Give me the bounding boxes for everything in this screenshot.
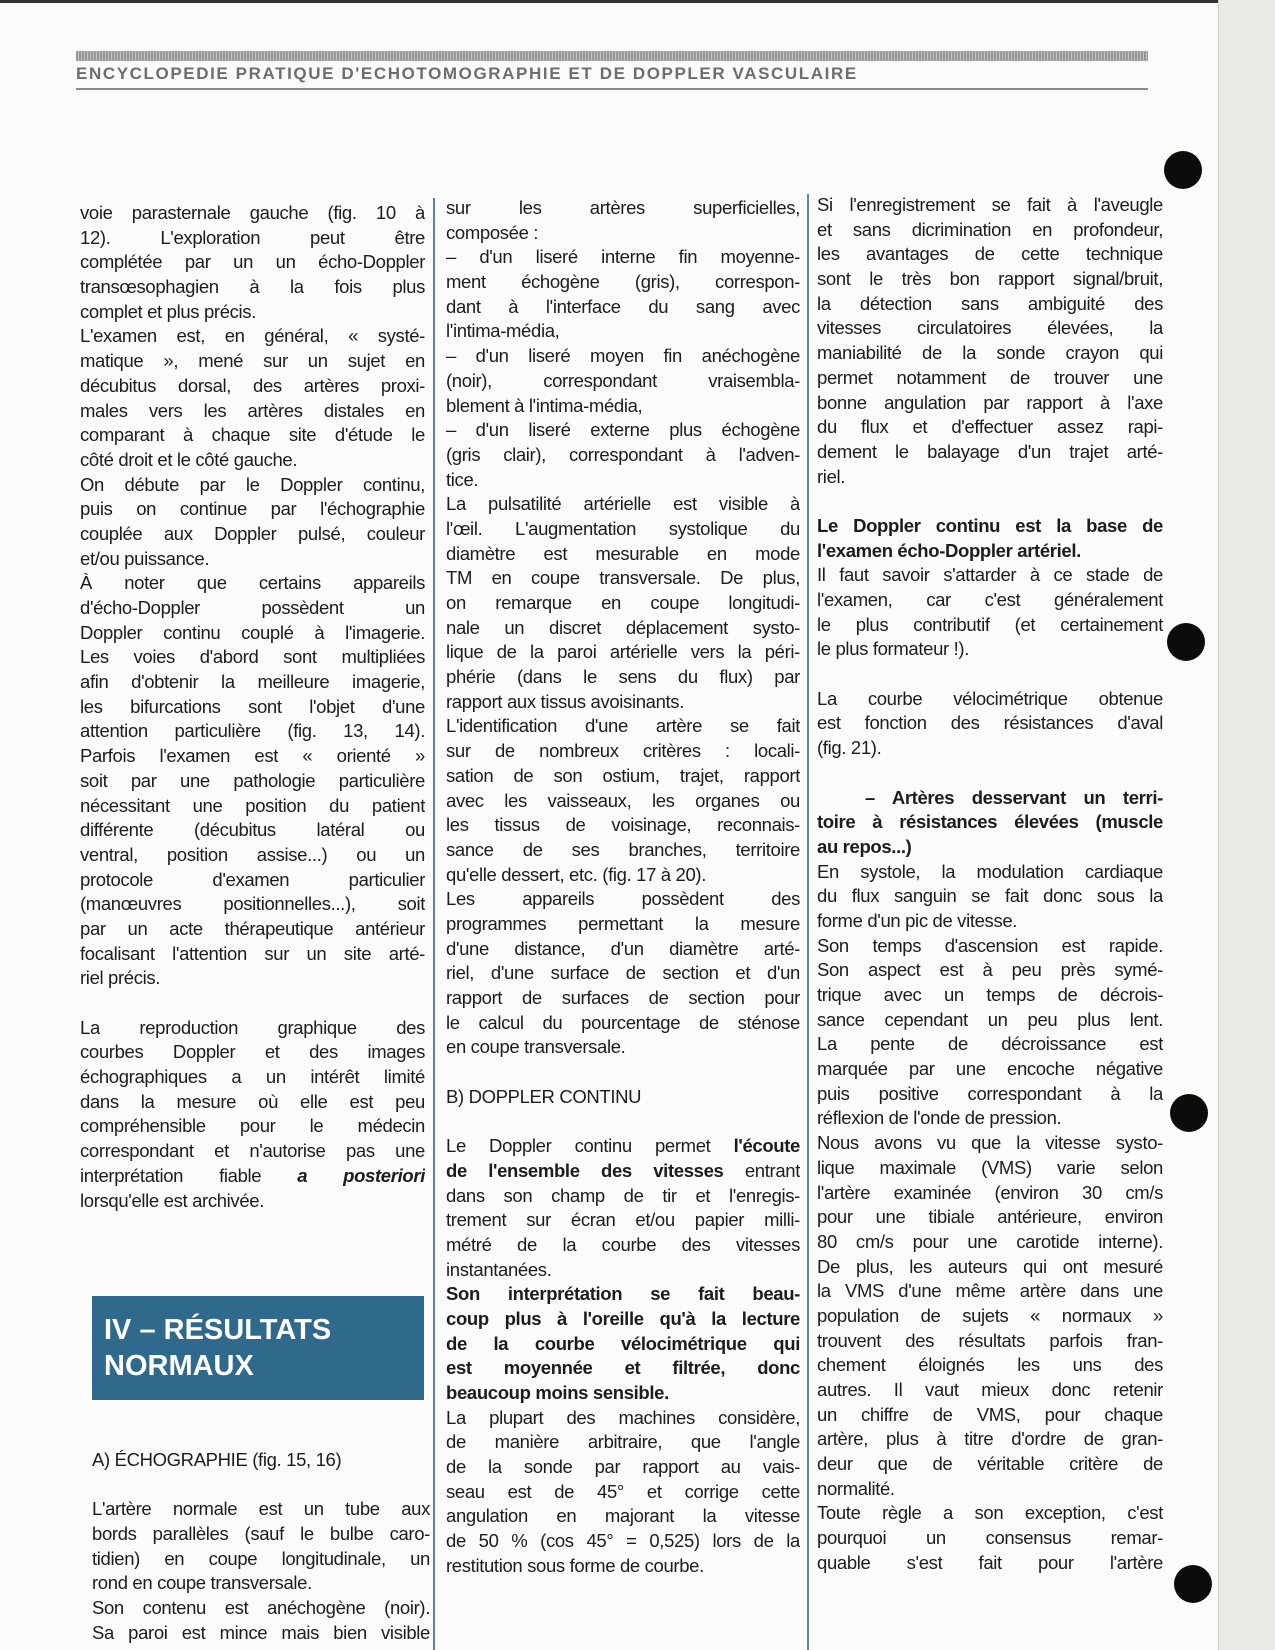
text-line: 12). L'exploration peut être <box>80 226 425 248</box>
text-line: tidien) en coupe longitudinale, un <box>92 1547 430 1569</box>
paragraph-gap <box>817 662 1163 687</box>
binder-hole <box>1174 1565 1212 1603</box>
text-line <box>446 1134 800 1159</box>
text-line: l'œil. L'augmentation systolique du <box>446 517 800 539</box>
text-line: voie parasternale gauche (fig. 10 à <box>80 202 425 223</box>
text-line: qu'elle dessert, etc. (fig. 17 à 20). <box>446 863 707 885</box>
paragraph <box>80 571 425 991</box>
text-line: afin d'obtenir la meilleure imagerie, <box>80 671 425 693</box>
text-line: autres. Il vaut mieux donc retenir <box>817 1379 1163 1400</box>
emphasis-text: Son interprétation se fait beau- <box>446 1283 800 1305</box>
text-line: marquée par une encoche négative <box>817 1058 1163 1080</box>
text-line <box>817 786 1163 811</box>
paragraph <box>817 934 1163 1132</box>
text-line: est fonction des résistances d'aval <box>817 712 1163 734</box>
text-line: angulation en majorant la vitesse <box>446 1505 800 1527</box>
binder-hole <box>1170 1094 1208 1132</box>
paragraph <box>446 418 800 492</box>
text-line: focalisant l'attention sur un site arté- <box>80 942 425 964</box>
text-line: Sa paroi est mince mais bien visible <box>92 1621 430 1643</box>
paragraph-gap <box>80 991 425 1016</box>
paragraph <box>817 514 1163 563</box>
text-line: La reproduction graphique des <box>80 1016 425 1038</box>
text-line: ment échogène (gris), correspon- <box>446 271 800 293</box>
text-line: les avantages de cette technique <box>817 243 1163 265</box>
paragraph <box>817 563 1163 662</box>
text-line: compréhensible pour le médecin <box>80 1115 425 1137</box>
paragraph <box>817 1501 1163 1575</box>
paragraph-gap <box>817 761 1163 786</box>
text-line: le plus contributif (et certainement <box>817 613 1163 635</box>
text-line: seau est de 45° et corrige cette <box>446 1480 800 1502</box>
text-line: l'intima-média, <box>446 320 560 342</box>
text-line: Toute règle a son exception, c'est <box>817 1502 1163 1524</box>
paragraph <box>446 344 800 418</box>
text-line <box>446 1356 800 1381</box>
text-line: l'examen, car c'est généralement <box>817 589 1163 610</box>
text-line <box>817 514 1163 539</box>
page-right-margin <box>1218 0 1275 1650</box>
paragraph <box>446 1085 800 1110</box>
text-line <box>817 539 1163 564</box>
text-line: – d'un liseré externe plus échogène <box>446 419 800 441</box>
paragraph <box>446 887 800 1060</box>
text-line: dans la mesure où elle est peu <box>80 1090 425 1112</box>
text-line: transœsophagien à la fois plus <box>80 276 425 298</box>
paragraph <box>80 201 425 324</box>
emphasis-text: toire à résistances élevées (muscle <box>817 811 1163 833</box>
text-line: la détection sans ambiguité des <box>817 292 1163 314</box>
emphasis-text: est moyennée et filtrée, donc <box>446 1357 800 1379</box>
text-line: couplée aux Doppler pulsé, couleur <box>80 522 425 544</box>
paragraph <box>446 196 800 245</box>
text-line: puis positive correspondant à la <box>817 1082 1163 1104</box>
text-line: bonne angulation par rapport à l'axe <box>817 391 1163 413</box>
text-line: (manœuvres positionnelles...), soit <box>80 893 425 915</box>
text-line: En systole, la modulation cardiaque <box>817 860 1163 882</box>
column-1-bottom <box>92 1448 430 1646</box>
text-line: riel, d'une surface de section et d'un <box>446 962 800 984</box>
text-line <box>80 1164 425 1189</box>
text-line: différente (décubitus latéral ou <box>80 819 425 841</box>
emphasis-text: – Artères desservant un terri- <box>865 786 1163 808</box>
text-line: lique maximale (VMS) varie selon <box>817 1156 1163 1178</box>
text-line: À noter que certains appareils <box>80 572 425 594</box>
text-line: trouvent des résultats parfois fran- <box>817 1329 1163 1351</box>
text-line: échographiques a un intérêt limité <box>80 1066 425 1088</box>
emphasis-text: l'écoute <box>733 1135 800 1157</box>
emphasis-text: de l'ensemble des vitesses <box>446 1159 724 1181</box>
text-line: TM en coupe transversale. De plus, <box>446 567 800 589</box>
emphasis-text: de la courbe vélocimétrique qui <box>446 1332 800 1354</box>
text-line: sance cependant un peu plus lent. <box>817 1008 1163 1030</box>
text-line: (noir), correspondant vraisembla- <box>446 369 800 391</box>
text-line: par un acte thérapeutique antérieur <box>80 917 425 939</box>
text-line: les tissus de voisinage, reconnais- <box>446 814 800 836</box>
binder-hole <box>1167 623 1205 661</box>
section-heading-box <box>92 1296 424 1400</box>
paragraph <box>817 786 1163 860</box>
text-line: nale un discret déplacement systo- <box>446 616 800 638</box>
text-line: en coupe transversale. <box>446 1036 626 1058</box>
emphasis-text: beaucoup moins sensible. <box>446 1382 669 1403</box>
text-line: L'identification d'une artère se fait <box>446 715 800 737</box>
text-line: lique de la paroi artérielle vers la péri- <box>446 641 800 663</box>
text-line: artère, plus à titre d'ordre de gran- <box>817 1428 1163 1450</box>
text-line: attention particulière (fig. 13, 14). <box>80 720 425 742</box>
text-line: (gris clair), correspondant à l'adven- <box>446 443 800 465</box>
text-line: L'artère normale est un tube aux <box>92 1498 430 1520</box>
text-line: maniabilité de la sonde crayon qui <box>817 342 1163 364</box>
paragraph <box>446 714 800 887</box>
text-line: tice. <box>446 468 479 490</box>
text-line: d'écho-Doppler possèdent un <box>80 597 425 618</box>
text-line: Doppler continu couplé à l'imagerie. <box>80 621 425 643</box>
text-line: comparant à chaque site d'étude le <box>80 424 425 446</box>
paragraph <box>817 860 1163 934</box>
text-line: Si l'enregistrement se fait à l'aveugle <box>817 194 1163 215</box>
text-line: et/ou puissance. <box>80 547 210 569</box>
text-line: sation de son ostium, trajet, rapport <box>446 764 800 786</box>
binder-hole <box>1164 151 1202 189</box>
text-line: quable s'est fait pour l'artère <box>817 1551 1163 1573</box>
text-line: diamètre est mesurable en mode <box>446 542 800 564</box>
text-line: du flux sanguin se fait donc sous la <box>817 885 1163 907</box>
text-line: protocole d'examen particulier <box>80 868 425 890</box>
text-line: l'artère examinée (environ 30 cm/s <box>817 1181 1163 1203</box>
text-line: lorsqu'elle est archivée. <box>80 1189 264 1211</box>
text-line: correspondant et n'autorise pas une <box>80 1140 425 1162</box>
text-line: Son contenu est anéchogène (noir). <box>92 1597 430 1619</box>
text-line: ventral, position assise...) ou un <box>80 843 425 865</box>
text-line: métré de la courbe des vitesses <box>446 1233 800 1255</box>
emphasis-text: a posteriori <box>297 1164 425 1186</box>
text-line: nécessitant une position du patient <box>80 794 425 816</box>
text-line: males vers les artères distales en <box>80 399 425 421</box>
emphasis-text: l'examen écho-Doppler artériel. <box>817 539 1081 561</box>
paragraph <box>446 1406 800 1579</box>
emphasis-text: au repos...) <box>817 835 912 857</box>
text-line: on remarque en coupe longitudi- <box>446 592 800 613</box>
text-line: soit par une pathologie particulière <box>80 769 425 791</box>
emphasis-text: coup plus à l'oreille qu'à la lecture <box>446 1307 800 1329</box>
paragraph <box>80 1016 425 1214</box>
text-line: de manière arbitraire, que l'angle <box>446 1431 800 1453</box>
text-line: normalité. <box>817 1477 895 1499</box>
text-line: Parfois l'examen est « orienté » <box>80 745 425 767</box>
text-line <box>446 1307 800 1332</box>
running-header: ENCYCLOPEDIE PRATIQUE D'ECHOTOMOGRAPHIE ET DE DOPPLER VASCULAIRE <box>76 64 858 83</box>
text-line: sont le très bon rapport signal/bruit, <box>817 268 1163 290</box>
text-line: décubitus dorsal, des artères proxi- <box>80 374 425 396</box>
text-span: interprétation fiable <box>80 1164 298 1186</box>
text-line: L'examen est, en général, « systé- <box>80 325 425 347</box>
text-line: instantanées. <box>446 1258 552 1280</box>
text-line: les bifurcations sont l'objet d'une <box>80 695 425 717</box>
text-line <box>446 1159 800 1184</box>
text-line: rapport aux tissus avoisinants. <box>446 690 684 712</box>
header-band <box>76 51 1148 61</box>
text-line: sance de ses branches, territoire <box>446 838 800 860</box>
text-line: population de sujets « normaux » <box>817 1304 1163 1326</box>
column-2 <box>446 196 800 1579</box>
text-line: complet et plus précis. <box>80 300 257 322</box>
header-rule <box>76 88 1148 90</box>
paragraph <box>80 324 425 472</box>
text-line: le plus formateur !). <box>817 638 970 660</box>
text-line: pour une tibiale antérieure, environ <box>817 1206 1163 1228</box>
text-line: avec les vaisseaux, les organes ou <box>446 789 800 811</box>
paragraph <box>446 1134 800 1282</box>
paragraph <box>92 1596 430 1645</box>
text-line: blement à l'intima-média, <box>446 394 643 416</box>
text-line: Les appareils possèdent des <box>446 888 800 910</box>
text-line: un chiffre de VMS, pour chaque <box>817 1403 1163 1425</box>
text-line: Son temps d'ascension est rapide. <box>817 934 1163 956</box>
text-line: permet notamment de trouver une <box>817 366 1163 388</box>
text-line: rapport de surfaces de section pour <box>446 987 800 1008</box>
text-line: rond en coupe transversale. <box>92 1572 312 1594</box>
text-line: sur de nombreux critères : locali- <box>446 740 800 762</box>
text-line: Nous avons vu que la vitesse systo- <box>817 1132 1163 1154</box>
text-line: bords parallèles (sauf le bulbe caro- <box>92 1523 430 1545</box>
paragraph <box>446 492 800 714</box>
text-line: A) ÉCHOGRAPHIE (fig. 15, 16) <box>92 1449 342 1470</box>
text-line: côté droit et le côté gauche. <box>80 448 298 470</box>
paragraph <box>817 1131 1163 1501</box>
text-line: dant à l'interface du sang avec <box>446 295 800 317</box>
column-3 <box>817 193 1163 1576</box>
text-line: (fig. 21). <box>817 737 882 759</box>
paragraph <box>446 245 800 344</box>
text-line: matique », mené sur un sujet en <box>80 350 425 372</box>
text-line: la VMS d'une même artère dans une <box>817 1280 1163 1302</box>
section-heading-line2: NORMAUX <box>104 1350 254 1382</box>
paragraph-gap <box>446 1060 800 1085</box>
text-line: La pulsatilité artérielle est visible à <box>446 493 800 515</box>
paragraph <box>92 1448 430 1473</box>
paragraph <box>446 1282 800 1405</box>
text-line: pourquoi un consensus remar- <box>817 1527 1163 1549</box>
text-line: complétée par un un écho-Doppler <box>80 251 425 273</box>
text-line: dement le balayage d'un trajet arté- <box>817 440 1163 462</box>
text-line: La courbe vélocimétrique obtenue <box>817 687 1163 709</box>
text-line <box>817 835 1163 860</box>
text-line: d'une distance, d'un diamètre arté- <box>446 937 800 959</box>
text-line <box>817 810 1163 835</box>
text-line: trement sur écran et/ou papier milli- <box>446 1209 800 1231</box>
text-line: courbes Doppler et des images <box>80 1041 425 1063</box>
paragraph <box>817 687 1163 761</box>
text-line: riel. <box>817 465 846 487</box>
text-line: dans son champ de tir et l'enregis- <box>446 1184 800 1206</box>
emphasis-text: Le Doppler continu est la base de <box>817 514 1163 536</box>
text-line: Il faut savoir s'attarder à ce stade de <box>817 564 1163 586</box>
text-line: – d'un liseré interne fin moyenne- <box>446 246 800 268</box>
text-line: de 50 % (cos 45° = 0,525) lors de la <box>446 1530 800 1552</box>
text-line: La pente de décroissance est <box>817 1033 1163 1055</box>
text-line: vitesses circulatoires élevées, la <box>817 317 1163 339</box>
text-line: chement éloignés les uns des <box>817 1354 1163 1376</box>
text-line: réflexion de l'onde de pression. <box>817 1107 1062 1129</box>
text-line: trique avec un temps de décrois- <box>817 984 1163 1005</box>
text-line: restitution sous forme de courbe. <box>446 1554 704 1576</box>
paragraph <box>817 193 1163 489</box>
text-line: B) DOPPLER CONTINU <box>446 1085 642 1107</box>
text-line <box>446 1332 800 1357</box>
paragraph-gap <box>92 1473 430 1498</box>
column-1-top <box>80 201 425 1213</box>
text-line: De plus, les auteurs qui ont mesuré <box>817 1255 1163 1277</box>
text-line: La plupart des machines considère, <box>446 1406 800 1428</box>
text-line: – d'un liseré moyen fin anéchogène <box>446 345 800 367</box>
text-line: sur les artères superficielles, <box>446 197 800 218</box>
text-span: Le Doppler continu permet <box>446 1135 734 1157</box>
paragraph-gap <box>817 489 1163 514</box>
text-line: le calcul du pourcentage de sténose <box>446 1011 800 1033</box>
text-line: de la sonde par rapport au vais- <box>446 1456 800 1478</box>
text-line: phérie (dans le sens du flux) par <box>446 666 800 688</box>
column-divider <box>807 194 809 1650</box>
text-line: puis on continue par l'échographie <box>80 498 425 520</box>
scan-top-edge <box>0 0 1275 3</box>
text-line: Les voies d'abord sont multipliées <box>80 646 425 668</box>
text-line: programmes permettant la mesure <box>446 912 800 934</box>
text-line <box>446 1381 800 1406</box>
text-line: On débute par le Doppler continu, <box>80 473 425 495</box>
text-line: forme d'un pic de vitesse. <box>817 909 1018 931</box>
text-line: du flux et d'effectuer assez rapi- <box>817 416 1163 438</box>
text-line: 80 cm/s pour une carotide interne). <box>817 1230 1163 1252</box>
text-line: deur que de véritable critère de <box>817 1453 1163 1475</box>
paragraph <box>92 1497 430 1596</box>
text-line: composée : <box>446 221 539 243</box>
text-span: entrant <box>723 1159 800 1181</box>
section-heading-line1: IV – RÉSULTATS <box>104 1314 332 1346</box>
text-line: Son aspect est à peu près symé- <box>817 959 1163 981</box>
text-line: riel précis. <box>80 967 161 989</box>
paragraph <box>80 473 425 572</box>
paragraph-gap <box>446 1109 800 1134</box>
text-line <box>446 1282 800 1307</box>
column-divider <box>433 198 435 1650</box>
text-line: et sans dicrimination en profondeur, <box>817 218 1163 240</box>
